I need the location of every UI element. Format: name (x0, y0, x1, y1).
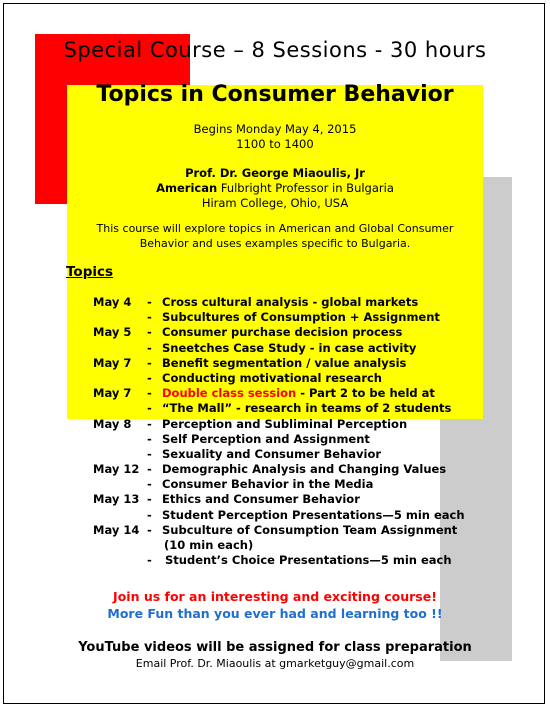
schedule-date: May 13 (93, 492, 140, 507)
schedule-topic: Self Perception and Assignment (162, 431, 370, 446)
schedule-topic: Cross cultural analysis - global markets (162, 295, 419, 309)
session-time: 1100 to 1400 (236, 137, 314, 151)
topics-heading: Topics (66, 264, 114, 280)
schedule-topic: Sneetches Case Study - in case activity (162, 340, 417, 355)
schedule-date: May 5 (93, 325, 132, 340)
page-title: Topics in Consumer Behavior (96, 82, 454, 107)
schedule-topic: Subculture of Consumption Team Assignment (162, 522, 458, 537)
schedule-dash: - (147, 446, 152, 461)
schedule-date: May 7 (93, 386, 132, 401)
schedule-dash: - (147, 462, 152, 477)
email-line: Email Prof. Dr. Miaoulis at gmarketguy@gmail.com (135, 657, 415, 670)
schedule-dash: - (147, 340, 152, 355)
schedule-topic: “The Mall” - research in teams of 2 students (162, 401, 452, 416)
schedule-dash: - (147, 370, 152, 385)
schedule-dash: - (147, 310, 152, 325)
schedule-dash: - (147, 522, 152, 537)
schedule-date: May 14 (93, 522, 140, 537)
college-line: Hiram College, Ohio, USA (201, 196, 349, 210)
schedule-dash: - (147, 492, 152, 507)
schedule-dash: - (147, 507, 152, 522)
schedule-date: May 7 (93, 355, 132, 370)
course-line: Special Course – 8 Sessions - 30 hours (63, 38, 487, 62)
schedule-topic: Perception and Subliminal Perception (162, 416, 408, 431)
schedule-topic: Sexuality and Consumer Behavior (162, 446, 382, 461)
schedule-dash: - (147, 325, 152, 340)
cta-line-2: More Fun than you ever had and learning too !! (107, 606, 443, 621)
schedule-dash: - (147, 553, 152, 568)
schedule-date: May 4 (93, 295, 132, 309)
schedule-dash: - (147, 416, 152, 431)
cta-line-1: Join us for an interesting and exciting course! (113, 589, 437, 604)
youtube-note: YouTube videos will be assigned for class preparation (78, 640, 472, 655)
schedule-dash: - (147, 431, 152, 446)
schedule-date: May 8 (93, 416, 132, 431)
schedule-topic: Demographic Analysis and Changing Values (162, 462, 447, 477)
schedule-topic: Conducting motivational research (162, 370, 382, 385)
schedule-topic: Consumer Behavior in the Media (162, 477, 374, 492)
description-line-1: This course will explore topics in American and Global Consumer (96, 222, 454, 235)
fulbright-rest: Fulbright Professor in Bulgaria (217, 181, 394, 195)
schedule-topic: Student Perception Presentations—5 min each (162, 507, 465, 522)
fulbright-line (0, 181, 550, 195)
schedule-topic-rest: - Part 2 to be held at (296, 386, 435, 401)
course-description (60, 221, 490, 251)
schedule-topic: Subcultures of Consumption + Assignment (162, 310, 440, 325)
begin-date: Begins Monday May 4, 2015 (193, 122, 357, 136)
schedule-topic: Benefit segmentation / value analysis (162, 355, 407, 370)
schedule-dash: - (147, 401, 152, 416)
schedule-dash: - (147, 295, 152, 309)
description-line-2: Behavior and uses examples specific to Bulgaria. (139, 237, 411, 250)
schedule-topic: Ethics and Consumer Behavior (162, 492, 360, 507)
fulbright-bold: American (156, 181, 218, 195)
schedule-topic (162, 386, 435, 401)
schedule-dash: - (147, 477, 152, 492)
highlight-text: Double class session (162, 386, 297, 401)
schedule-dash: - (147, 355, 152, 370)
schedule-topic: Student’s Choice Presentations—5 min each (165, 553, 452, 568)
schedule-topic: (10 min each) (164, 538, 254, 552)
professor-name: Prof. Dr. George Miaoulis, Jr (185, 166, 365, 180)
schedule-date: May 12 (93, 462, 140, 477)
schedule-topic: Consumer purchase decision process (162, 325, 403, 340)
schedule-dash: - (147, 386, 152, 401)
